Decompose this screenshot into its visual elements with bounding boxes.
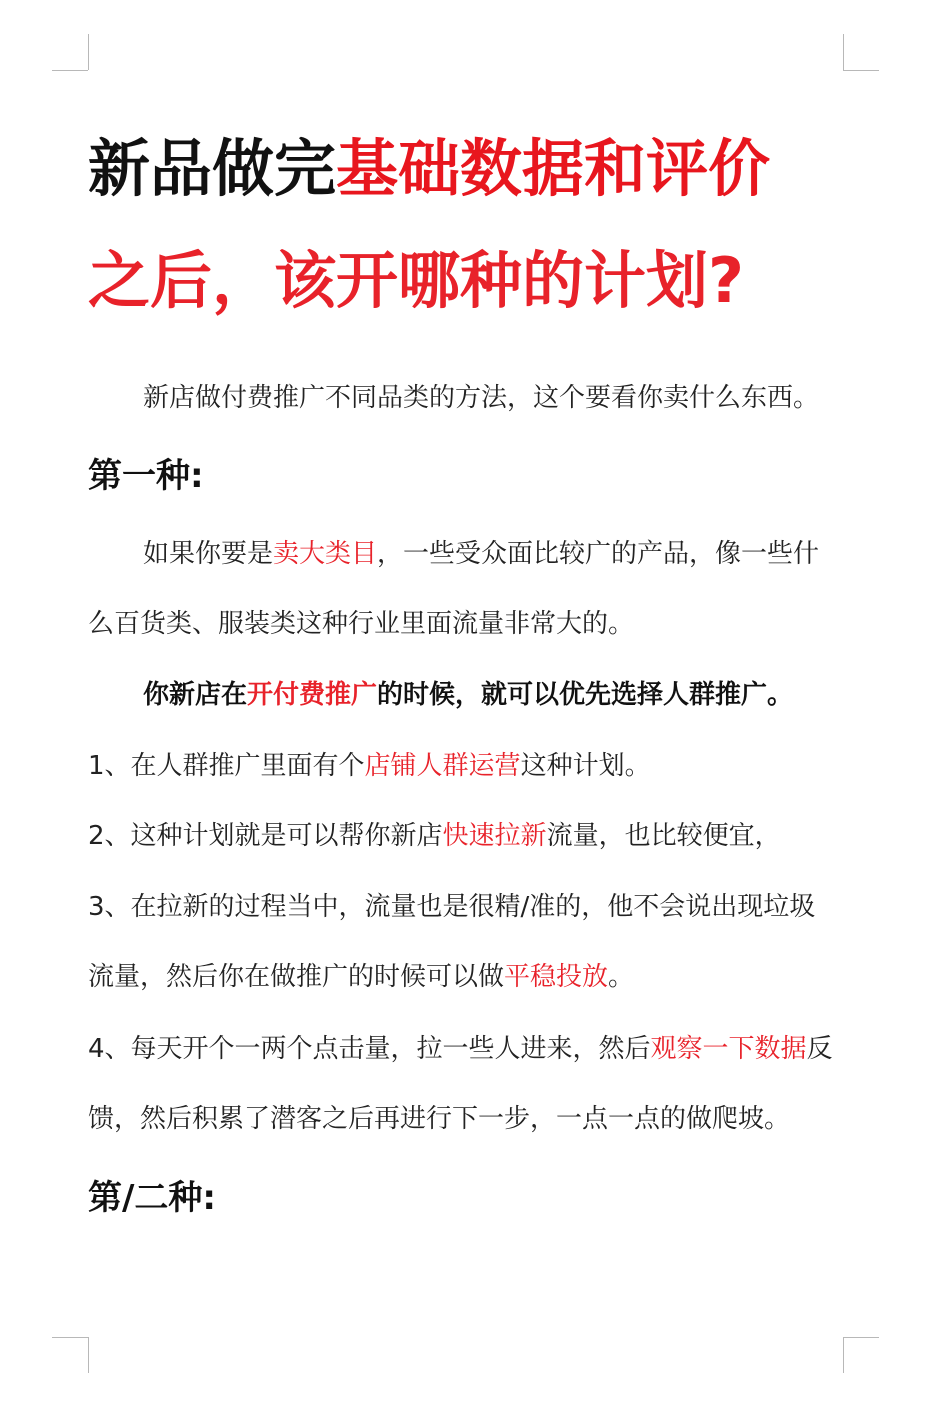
list-item-4-line-1	[88, 1036, 833, 1062]
highlight-text: 开付费推广	[247, 680, 378, 710]
title-line-2-text: 之后，该开哪种的计划?	[88, 244, 744, 317]
highlight-text: 卖大类目	[273, 539, 378, 569]
section-1-paragraph-2	[143, 682, 793, 708]
title-black-part: 新品做完	[88, 132, 337, 205]
crop-mark-top-right-h	[843, 70, 879, 71]
page-title-line-2	[88, 244, 858, 317]
crop-mark-bottom-left-h	[52, 1337, 88, 1338]
section-1-paragraph-1-line-1	[143, 541, 819, 567]
intro-paragraph: 新店做付费推广不同品类的方法，这个要看你卖什么东西。	[143, 383, 820, 413]
page-title-line-1	[88, 132, 858, 205]
text-segment: 4、每天开个一两个点击量，拉一些人进来，然后	[88, 1034, 651, 1064]
text-segment: 1、在人群推广里面有个	[88, 751, 365, 781]
list-item-3-line-1: 3、在拉新的过程当中，流量也是很精/准的，他不会说出现垃圾	[88, 892, 816, 922]
crop-mark-top-right-v	[843, 34, 844, 70]
text-segment: 流量，然后你在做推广的时候可以做	[88, 962, 505, 992]
crop-mark-top-left-v	[88, 34, 89, 70]
list-item-4-line-2: 馈，然后积累了潜客之后再进行下一步，一点一点的做爬坡。	[88, 1104, 791, 1134]
text-segment: 2、这种计划就是可以帮你新店	[88, 821, 443, 851]
list-item-1	[88, 753, 651, 779]
text-segment: 。	[608, 962, 635, 992]
crop-mark-bottom-right-h	[843, 1337, 879, 1338]
highlight-text: 快速拉新	[442, 821, 547, 851]
highlight-text: 店铺人群运营	[364, 751, 521, 781]
section-1-heading: 第一种:	[88, 456, 204, 496]
crop-mark-bottom-left-v	[88, 1337, 89, 1373]
text-segment: 这种计划。	[520, 751, 651, 781]
text-segment: 流量，也比较便宜，	[546, 821, 781, 851]
crop-mark-bottom-right-v	[843, 1337, 844, 1373]
section-2-heading: 第/二种:	[88, 1178, 217, 1218]
text-segment: 反	[806, 1034, 833, 1064]
title-red-part: 基础数据和评价	[336, 132, 771, 205]
text-segment: 如果你要是	[143, 539, 274, 569]
highlight-text: 观察一下数据	[650, 1034, 807, 1064]
highlight-text: 平稳投放	[504, 962, 609, 992]
list-item-2	[88, 823, 781, 849]
section-1-paragraph-1-line-2: 么百货类、服装类这种行业里面流量非常大的。	[88, 609, 635, 639]
list-item-3-line-2	[88, 964, 634, 990]
text-segment: 你新店在	[143, 680, 248, 710]
text-segment: ，一些受众面比较广的产品，像一些什	[377, 539, 820, 569]
crop-mark-top-left-h	[52, 70, 88, 71]
text-segment: 的时候，就可以优先选择人群推广。	[377, 680, 794, 710]
